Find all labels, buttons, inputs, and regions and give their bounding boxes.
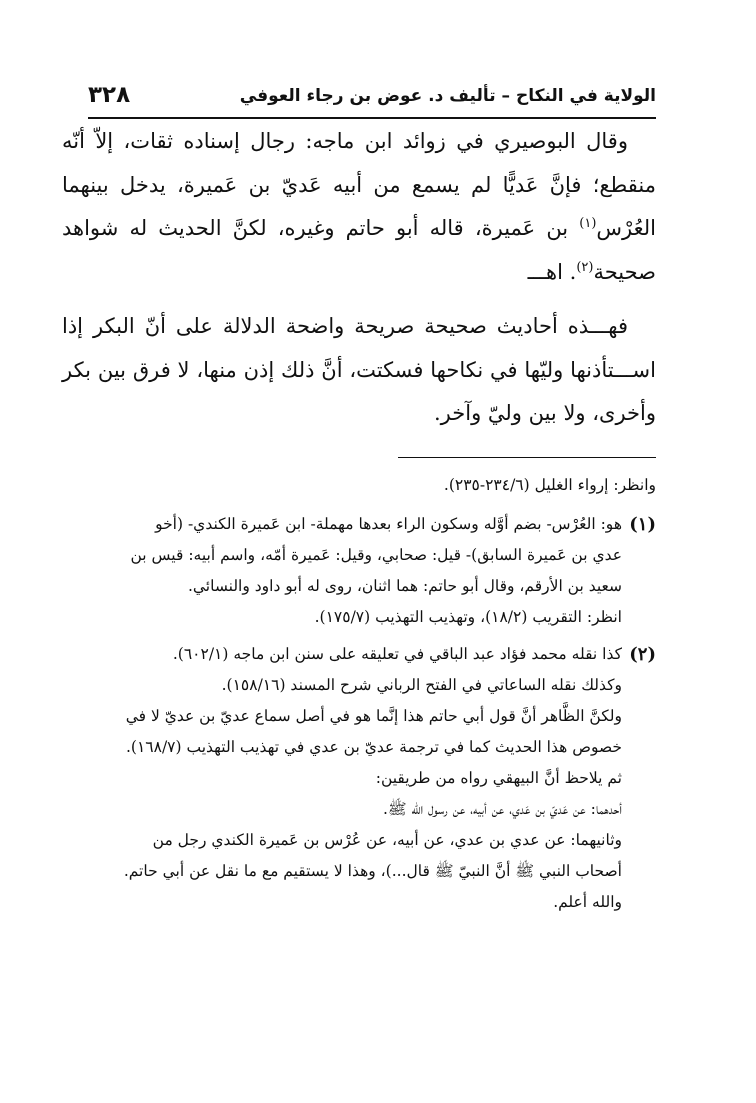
footnote-2 [80, 639, 656, 918]
footnote-2-line: والله أعلم. [553, 893, 622, 911]
footnote-2-marker: (٢) [629, 644, 656, 665]
paragraph-1-part-b: بن عَميرة، قاله أبو حاتم وغيره، لكنَّ الحديث له شواهد صحيحة [62, 216, 656, 284]
running-title: الولاية في النكاح – تأليف د. عوض بن رجاء العوفي [239, 86, 656, 106]
page-number: ٣٢٨ [88, 82, 131, 108]
footnote-1-line: هو: العُرْس- بضم أوَّله وسكون الراء بعدها مهملة- ابن عَميرة الكندي- (أخو [155, 515, 622, 533]
footnote-1-line: عدي بن عَميرة السابق)- قيل: صحابي، وقيل: عَميرة أمّه، واسم أبيه: قيس بن [130, 546, 622, 564]
header-rule [88, 117, 656, 119]
footnote-2-line: ثم يلاحظ أنَّ البيهقي رواه من طريقين: [375, 769, 622, 787]
footnote-ref-2[interactable]: (٢) [576, 259, 594, 275]
footnote-2-line: ولكنَّ الظَّاهر أنَّ قول أبي حاتم هذا إنَّما هو في أصل سماع عديّ بن عديّ لا في [125, 707, 622, 725]
footnote-separator [398, 457, 656, 458]
paragraph-1-part-c: . اهـــ [527, 259, 577, 284]
footnote-1-line: انظر: التقريب (١٨/٢)، وتهذيب التهذيب (١٧٥/٧). [314, 608, 622, 626]
main-text [62, 120, 656, 436]
footnote-see-also: وانظر: إرواء الغليل (٢٣٤/٦-٢٣٥). [443, 476, 656, 494]
footnote-2-line: أحدهما: عن عَديّ بن عَدي، عن أبيه، عن رسول الله ﷺ. [382, 800, 622, 818]
footnote-ref-1[interactable]: (١) [579, 216, 597, 231]
footnote-2-line: كذا نقله محمد فؤاد عبد الباقي في تعليقه على سنن ابن ماجه (٦٠٢/١). [172, 645, 622, 663]
paragraph-1 [62, 120, 656, 294]
footnote-1-marker: (١) [629, 514, 656, 535]
footnote-2-line: وثانيهما: عن عدي بن عدي، عن أبيه، عن عُرْس بن عَميرة الكندي رجل من [152, 831, 622, 849]
footnote-2-line: خصوص هذا الحديث كما في ترجمة عديّ بن عدي في تهذيب التهذيب (١٦٨/٧). [125, 738, 622, 756]
paragraph-2: فهـــذه أحاديث صحيحة صريحة واضحة الدلالة على أنّ البكر إذا اســـتأذنها وليّها في نكاحها فسكتت، أنَّ ذلك إذن منها، لا فرق بين بكر وأخرى، ولا بين وليّ وآخر. [62, 314, 656, 425]
footnote-1-line: سعيد بن الأرقم، وقال أبو حاتم: هما اثنان، روى له أبو داود والنسائي. [187, 577, 622, 595]
paragraph-1-part-a: وقال البوصيري في زوائد ابن ماجه: رجال إسناده ثقات، إلاّ أنّه منقطع؛ فإنَّ عَديًّا لم يسمع من أبيه عَديّ بن عَميرة، يدخل بينهما العُرْس [62, 129, 656, 240]
footnotes [80, 470, 656, 922]
page-header [88, 82, 656, 116]
footnote-2-line: أصحاب النبي ﷺ أنَّ النبيّ ﷺ قال...)، وهذا لا يستقيم مع ما نقل عن أبي حاتم. [123, 862, 622, 880]
footnote-1 [80, 509, 656, 633]
footnote-2-line: وكذلك نقله الساعاتي في الفتح الرباني شرح المسند (١٥٨/١٦). [221, 676, 622, 694]
